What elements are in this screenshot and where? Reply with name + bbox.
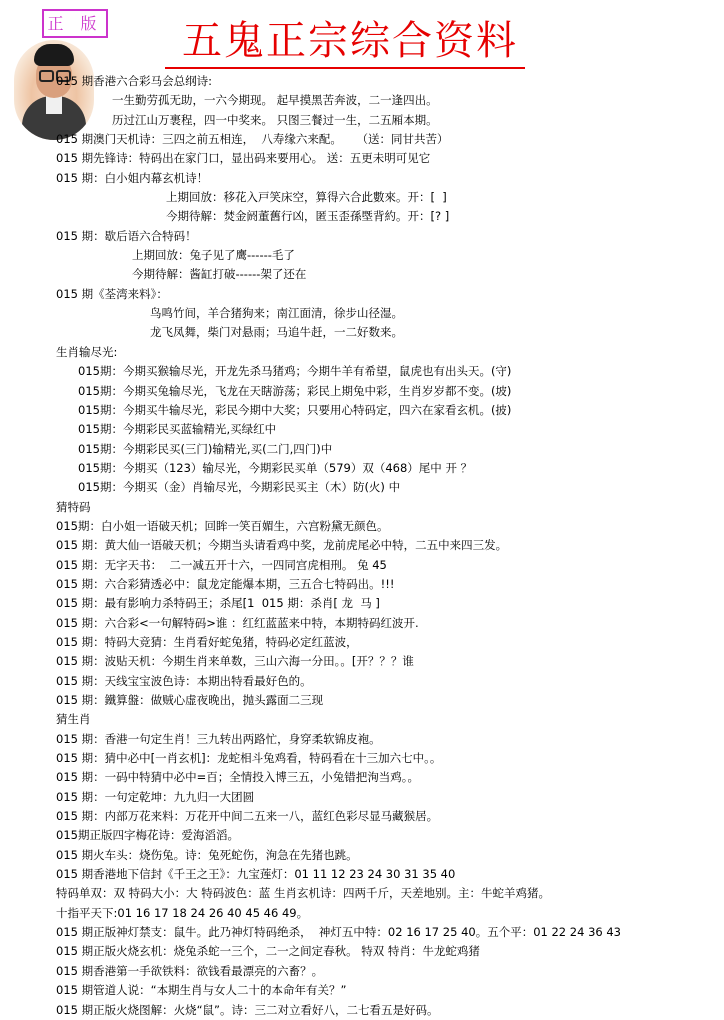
text-line: 龙飞凤舞，柴门对悬雨；马追牛赶，一二好数来。 <box>150 325 403 340</box>
text-line: 015 期正版火烧玄机：烧兔杀蛇一三个，二一之间定春秋。 特双 特肖：牛龙蛇鸡猪 <box>56 944 480 959</box>
text-line: 015 期：香港一句定生肖！三九转出两路忙，身穿柔软锦皮袍。 <box>56 731 381 746</box>
text-line: 015 期：天线宝宝波色诗：本期出特看最好色的。 <box>56 673 312 688</box>
text-line: 015 期：六合彩<一句解特码>谁 ：红红蓝蓝来中特，本期特码红波开. <box>56 615 419 630</box>
text-line: 猜生肖 <box>56 712 91 727</box>
text-line: 015 期《荃湾来料》： <box>56 286 168 301</box>
text-line: 015 期：特码大竞猜：生肖看好蛇兔猪，特码必定红蓝波， <box>56 634 358 649</box>
title-underline <box>165 67 525 69</box>
content-body <box>0 72 724 1020</box>
text-line: 015 期正版神灯禁支：鼠牛。此乃神灯特码绝杀， 神灯五中特：02 16 17 25 40。五个平：01 22 24 36 43 <box>56 925 621 940</box>
text-line: 特码单双：双 特码大小：大 特码波色：蓝 生肖玄机诗：四两千斤，天差地别。主：牛蛇羊鸡猪。 <box>56 886 550 901</box>
text-line: 上期回放：移花入戸笑床空，算得六合此數來。开：[ ] <box>166 190 447 205</box>
text-line: 猜特码 <box>56 499 91 514</box>
text-line: 015 期：最有影响力杀特码王；杀尾[1 015 期：杀肖[ 龙 马 ] <box>56 596 380 611</box>
text-line: 015 期：黄大仙一语破天机；今期当头请看鸡中奖，龙前虎尾必中特，二五中来四三发。 <box>56 538 508 553</box>
text-line: 十指平天下:01 16 17 18 24 26 40 45 46 49。 <box>56 905 309 920</box>
text-line: 015 期：六合彩猜透必中：鼠龙定能爆本期，三五合七特码出。!!! <box>56 576 395 591</box>
text-line: 015期：今期买兔输尽光，飞龙在天瞎游荡；彩民上期兔中彩，生肖岁岁都不变。(坡) <box>78 383 512 398</box>
genuine-badge: 正 版 <box>42 9 108 38</box>
text-line: 鸟鸣竹间，羊合猪狗来；南江面清，徐步山径湿。 <box>150 306 403 321</box>
page-title: 五鬼正宗综合资料 <box>182 18 518 64</box>
text-line: 一生勤劳孤无助，一六今期现。 起早摸黑苦奔波，二一逢四出。 <box>112 93 438 108</box>
text-line: 上期回放：兔子见了鹰------毛了 <box>132 248 295 263</box>
text-line: 015 期：波贴天机：今期生肖来单数，三山六海一分田。。[开？？？谁 <box>56 654 414 669</box>
text-line: 015 期澳门天机诗：三四之前五相连， 八寿缘六来配。 （送：同甘共苦） <box>56 132 449 147</box>
text-line: 015 期：一码中特猜中必中=百；全情投入博三五，小兔错把洵当鸡。。 <box>56 770 419 785</box>
text-line: 015 期：猜中必中[一肖玄机]：龙蛇相斗兔鸡看，特码看在十三加六七中。。 <box>56 751 442 766</box>
text-line: 今期待解：酱缸打破------架了还在 <box>132 267 307 282</box>
text-line: 015 期：歇后语六合特码！ <box>56 228 197 243</box>
text-line: 015 期：鐵算盤：做贼心虚夜晚出，抛头露面二三现 <box>56 693 324 707</box>
text-line: 015 期：无字天书： 二一减五开十六，一四同宫虎相刑。 兔 45 <box>56 557 387 572</box>
text-line: 015 期先锋诗：特码出在家门口，显出码来要用心。 送：五更未明可见它 <box>56 151 431 166</box>
text-line: 015 期：内部万花来料：万花开中间二五来一八，蓝红色彩尽显马藏猴居。 <box>56 809 439 824</box>
text-line: 015 期：一句定乾坤：九九归一大团圆 <box>56 789 255 804</box>
text-line: 生肖输尽光: <box>56 344 118 359</box>
text-line: 015期：今期买（123）输尽光，今期彩民买单（579）双（468）尾中 开 ？ <box>78 460 473 475</box>
text-line: 015 期管道人说：“本期生肖与女人二十的本命年有关？” <box>56 983 347 998</box>
text-line: 015期正版四字梅花诗：爱海滔滔。 <box>56 828 239 843</box>
text-line: 015 期正版火烧图解：火烧“鼠”。诗：三二对立看好八，二七看五是好码。 <box>56 1002 439 1017</box>
text-line: 今期待解：焚金阏董舊行凶，匿玉歪孫塈背約。开：[? ] <box>166 209 450 224</box>
text-line: 015期：今期彩民买(三门)输精光,买(二门,四门)中 <box>78 441 333 456</box>
text-line: 015期：今期买（金）肖输尽光，今期彩民买主（木）防(火) 中 <box>78 480 401 495</box>
text-line: 015期：白小姐一语破天机；回眸一笑百媚生，六宫粉黛无颜色。 <box>56 518 389 533</box>
text-line: 015期：今期彩民买蓝输精光,买绿红中 <box>78 422 277 437</box>
avatar-hair <box>34 44 74 66</box>
text-line: 015期：今期买牛输尽光，彩民今期中大奖；只要用心特码定，四六在家看玄机。(披) <box>78 402 512 417</box>
text-line: 015 期香港地下信封《千王之王》：九宝莲灯：01 11 12 23 24 30 31 35 40 <box>56 867 456 882</box>
text-line: 015 期火车头：烧伤兔。诗：兔死蛇伤，洵急在先猪也跳。 <box>56 847 358 862</box>
text-line: 历过江山万裹程，四一中奖来。 只图三餐过一生，二五厢本期。 <box>112 112 438 127</box>
text-line: 015期：今期买猴输尽光，开龙先杀马猪鸡；今期牛羊有希望，鼠虎也有出头天。(守) <box>78 364 512 379</box>
text-line: 015 期香港第一手欲铁料：欲钱看最漂亮的六畜？。 <box>56 963 324 978</box>
text-line: 015 期香港六合彩马会总纲诗: <box>56 74 212 88</box>
text-line: 015 期：白小姐内幕玄机诗！ <box>56 170 209 185</box>
